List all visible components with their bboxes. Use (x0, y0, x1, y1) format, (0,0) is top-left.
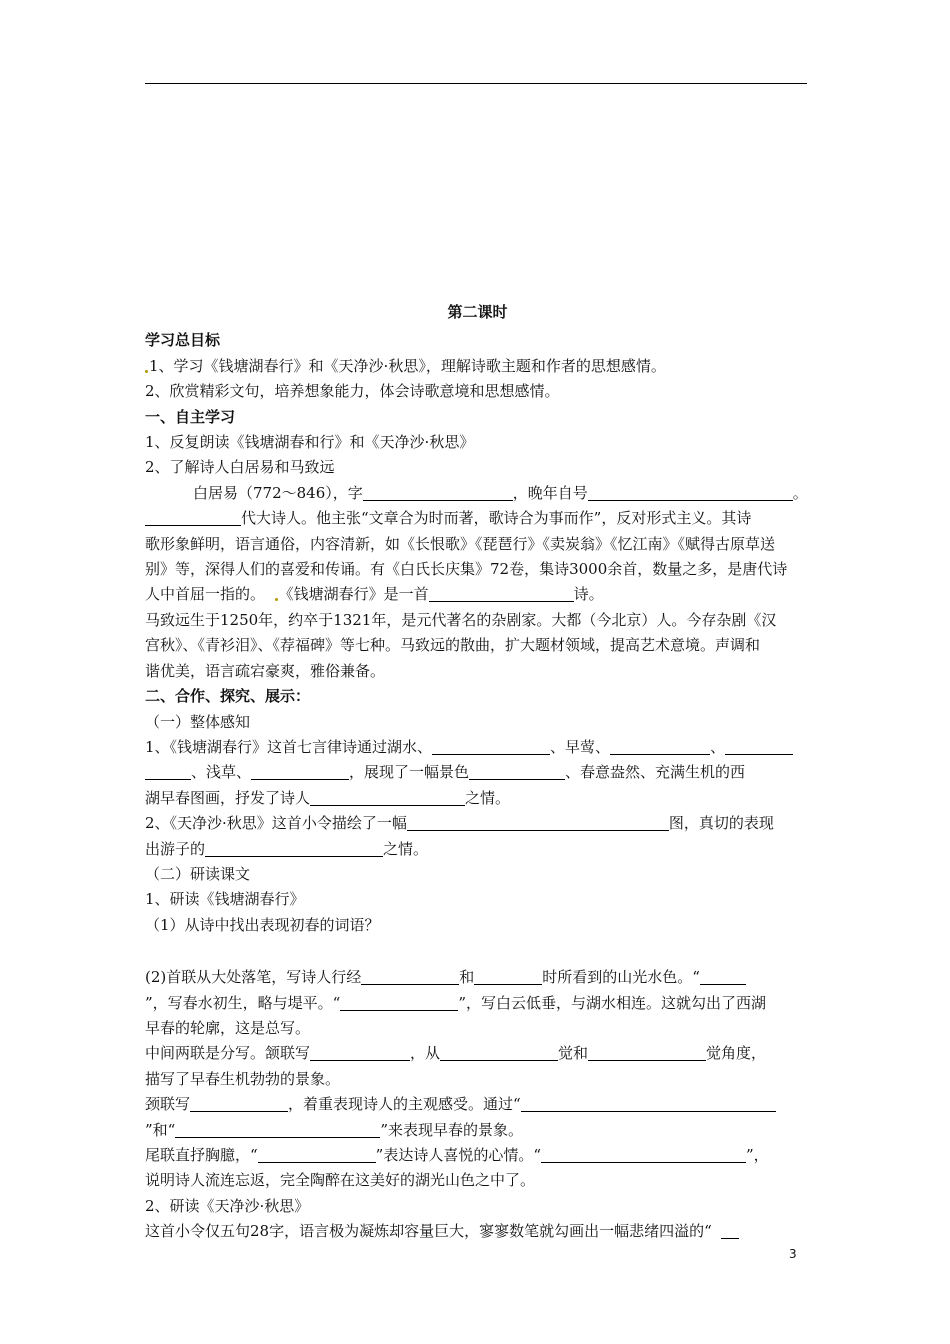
blank-tail-a[interactable] (258, 1145, 376, 1163)
study-q2-line-2: ”，写春水初生，略与堤平。“ ”，写白云低垂，与湖水相连。这就勾出了西湖 (145, 993, 767, 1012)
bai-line-2: 代大诗人。他主张“文章合为时而著，歌诗合为事而作”，反对形式主义。其诗 (145, 506, 810, 531)
blank-dynasty[interactable] (145, 508, 241, 526)
tail-line-1: 尾联直抒胸臆，“ ”表达诗人喜悦的心情。“ ”， (145, 1146, 769, 1164)
header-rule (145, 83, 807, 84)
study-q2-line-1: (2)首联从大处落笔，写诗人行经 和 时所看到的山光水色。“ (145, 965, 810, 990)
section1-item-1: 1、反复朗读《钱塘湖春和行》和《天净沙·秋思》 (145, 433, 475, 452)
blank-q2-b[interactable] (205, 839, 383, 857)
blank-q1-f[interactable] (469, 762, 565, 780)
study-item-2-line-1: 这首小令仅五句28字，语言极为凝炼却容量巨大，寥寥数笔就勾画出一幅悲绪四溢的“ (145, 1219, 810, 1244)
bai-line-4: 别》等，深得人们的喜爱和传诵。有《白氏长庆集》72卷，集诗3000余首，数量之多，是唐代诗 (145, 560, 788, 579)
answer-space[interactable] (145, 938, 810, 965)
blank-poem-type[interactable] (429, 584, 574, 602)
marker-dot-icon (275, 598, 278, 601)
blank-q1-e[interactable] (251, 762, 349, 780)
section2-sub1: （一）整体感知 (145, 712, 251, 731)
blank-pen-name[interactable] (588, 483, 793, 501)
blank-q1-d[interactable] (145, 762, 191, 780)
blank-neck-c[interactable] (175, 1120, 380, 1138)
goal-item-2: 2、欣赏精彩文句，培养想象能力，体会诗歌意境和思想感情。 (145, 382, 560, 401)
blank-neck-b[interactable] (521, 1094, 776, 1112)
bai-line-1: 白居易（772～846），字 ，晚年自号 。 (193, 483, 808, 502)
q1-line-3: 湖早春图画，抒发了诗人 之情。 (145, 788, 511, 807)
bai-line-5: 人中首屈一指的。 《钱塘湖春行》是一首 诗。 (145, 585, 604, 604)
blank-mid-b[interactable] (440, 1043, 558, 1061)
document-body (145, 300, 810, 1245)
study-q1: （1）从诗中找出表现初春的词语？ (145, 915, 380, 934)
blank-q1-a[interactable] (432, 737, 550, 755)
marker-dot-icon (145, 370, 148, 373)
blank-q2-a[interactable] (407, 813, 669, 831)
blank-r2-a[interactable] (721, 1221, 739, 1239)
study-item-1: 1、研读《钱塘湖春行》 (145, 890, 305, 909)
q1-line-2: 、浅草、 ，展现了一幅景色 、春意盎然、充满生机的西 (145, 760, 810, 785)
neck-line-1: 颈联写 ，着重表现诗人的主观感受。通过“ (145, 1092, 810, 1117)
blank-r1-b[interactable] (474, 967, 542, 985)
section1-item-2: 2、了解诗人白居易和马致远 (145, 458, 335, 477)
blank-mid-a[interactable] (310, 1043, 410, 1061)
blank-r1-c[interactable] (700, 967, 746, 985)
mid-line-1: 中间两联是分写。颔联写 ，从 觉和 觉角度， (145, 1044, 767, 1063)
goal-item-1: 1、学习《钱塘湖春行》和《天净沙·秋思》，理解诗歌主题和作者的思想感情。 (145, 354, 810, 379)
blank-neck-a[interactable] (190, 1094, 288, 1112)
blank-q1-b[interactable] (610, 737, 710, 755)
blank-r1-d[interactable] (340, 993, 458, 1011)
blank-r1-a[interactable] (361, 967, 459, 985)
blank-courtesy-name[interactable] (363, 483, 513, 501)
section2-heading: 二、合作、探究、展示： (145, 687, 311, 706)
blank-q1-c[interactable] (725, 737, 793, 755)
blank-mid-c[interactable] (588, 1043, 706, 1061)
goals-heading: 学习总目标 (145, 331, 221, 350)
blank-tail-b[interactable] (541, 1145, 746, 1163)
q2-line-1: 2、《天净沙·秋思》这首小令描绘了一幅 图，真切的表现 (145, 814, 774, 833)
section1-heading: 一、自主学习 (145, 407, 236, 426)
study-item-2: 2、研读《天净沙·秋思》 (145, 1196, 310, 1215)
ma-line-1: 马致远生于1250年，约卒于1321年，是元代著名的杂剧家。大都（今北京）人。今存杂剧《汉 (145, 610, 777, 629)
ma-line-2: 宫秋》、《青衫泪》、《荐福碑》等七种。马致远的散曲，扩大题材领域，提高艺术意境。声调和 (145, 636, 761, 655)
study-q2-line-3: 早春的轮廓，这是总写。 (145, 1018, 311, 1037)
tail-line-2: 说明诗人流连忘返，完全陶醉在这美好的湖光山色之中了。 (145, 1171, 536, 1190)
page-number: 3 (789, 1247, 797, 1261)
q2-line-2: 出游子的 之情。 (145, 839, 429, 858)
bai-line-3: 歌形象鲜明，语言通俗，内容清新，如《长恨歌》《琵琶行》《卖炭翁》《忆江南》《赋得古原草送 (145, 534, 776, 553)
ma-line-3: 谐优美，语言疏宕豪爽，雅俗兼备。 (145, 661, 386, 680)
q1-line-1: 1、《钱塘湖春行》这首七言律诗通过湖水、 、早莺、 、 (145, 735, 810, 760)
page-title: 第二课时 (447, 303, 508, 321)
blank-q1-g[interactable] (310, 788, 465, 806)
section2-sub2: （二）研读课文 (145, 864, 251, 883)
mid-line-2: 描写了早春生机勃勃的景象。 (145, 1069, 341, 1088)
neck-line-2: ”和“ ”来表现早春的景象。 (145, 1120, 524, 1139)
